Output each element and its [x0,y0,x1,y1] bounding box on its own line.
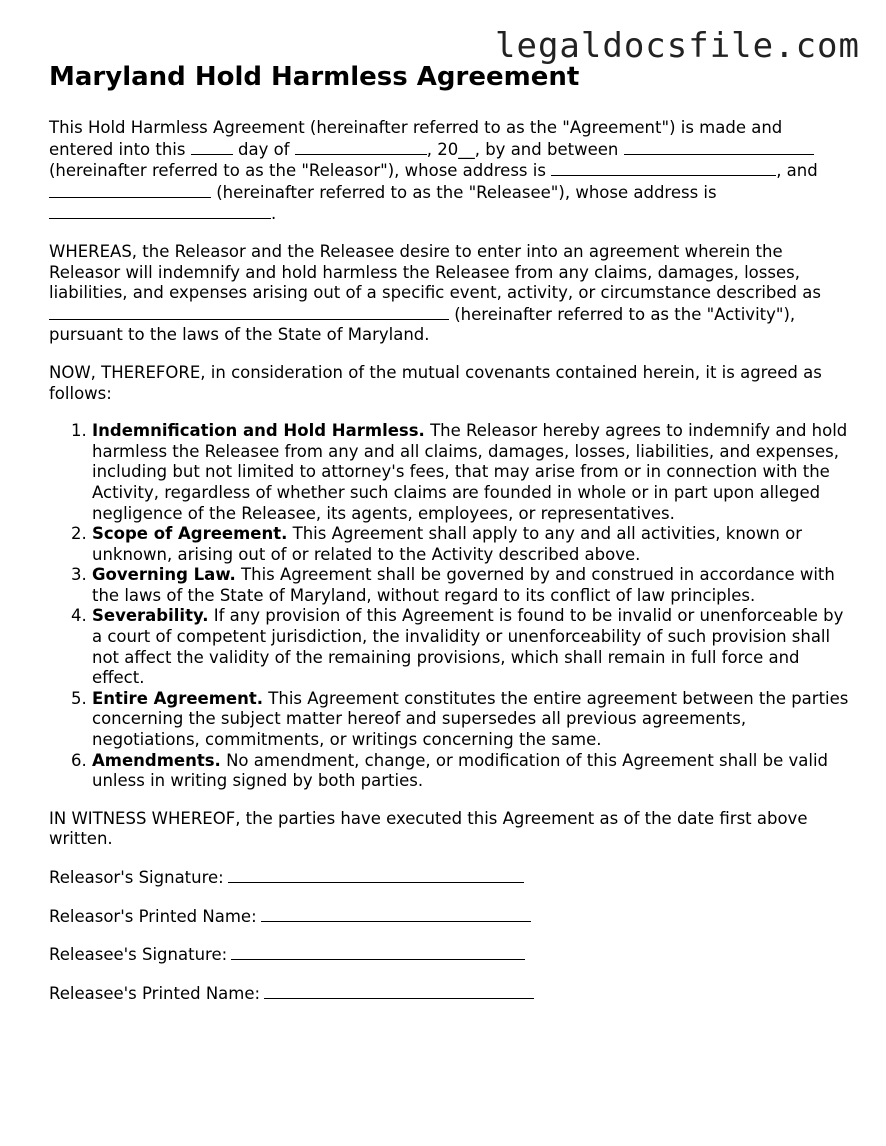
clause-item [92,606,849,688]
releasor-signature-row [49,867,849,889]
clause-item [92,751,849,792]
releasor-address-blank[interactable] [551,160,776,176]
clause-text: The Releasor hereby agrees to indemnify and hold harmless the Releasee from any and all claims, damages, losses, liabilities, and expenses, including but not limited to attorney's fees, that may arise from or in connection with the Activity, regardless of whether such claims are founded in whole or in part upon alleged negligence of the Releasee, its agents, employees, or representatives. [92,421,848,523]
now-therefore-paragraph: NOW, THEREFORE, in consideration of the mutual covenants contained herein, it is agreed as follows: [49,362,822,403]
clause-heading: Governing Law. [92,565,236,585]
clause-text: This Agreement constitutes the entire agreement between the parties concerning the subject matter hereof and supersedes all previous agreements, negotiations, commitments, or writings concerning the same. [92,688,849,750]
day-blank[interactable] [191,139,233,155]
clause-heading: Entire Agreement. [92,688,264,708]
clause-item [92,524,849,565]
whereas-text-2: (hereinafter referred to as the "Activity"), pursuant to the laws of the State of Maryland. [49,304,796,345]
clause-heading: Scope of Agreement. [92,524,288,544]
releasee-signature-row [49,944,849,966]
clause-heading: Indemnification and Hold Harmless. [92,421,425,441]
clause-heading: Amendments. [92,750,221,770]
document-page [49,60,849,1021]
releasee-name-blank[interactable] [49,182,211,198]
watermark: legaldocsfile.com [495,26,860,66]
releasee-signature-label: Releasee's Signature: [49,945,228,965]
releasee-printed-name-field[interactable] [264,983,534,999]
intro-text-3: , 20__, by and between [426,139,619,159]
page-title: Maryland Hold Harmless Agreement [49,62,580,92]
clause-text: If any provision of this Agreement is found to be invalid or unenforceable by a court of competent jurisdiction, the invalidity or unenforceability of such provision shall not affect the validity of the remaining provisions, which shall remain in full force and effect. [92,606,844,688]
clause-text: This Agreement shall be governed by and construed in accordance with the laws of the State of Maryland, without regard to its conflict of law principles. [92,565,835,605]
releasor-printed-name-field[interactable] [261,906,531,922]
releasor-signature-field[interactable] [228,867,524,883]
releasor-signature-label: Releasor's Signature: [49,868,224,887]
clause-text: This Agreement shall apply to any and all activities, known or unknown, arising out of or related to the Activity described above. [92,524,802,564]
clause-item [92,689,849,751]
intro-text-6: (hereinafter referred to as the "Releasee"), whose address is [216,182,717,202]
releasor-name-blank[interactable] [624,139,814,155]
releasor-printed-name-row [49,906,849,928]
clause-item [92,565,849,606]
intro-text-2: day of [237,139,290,159]
intro-paragraph [49,118,849,225]
whereas-text-1: WHEREAS, the Releasor and the Releasee desire to enter into an agreement wherein the Releasor will indemnify and hold harmless the Releasee from any claims, damages, losses, liabilities, and expenses arising out of a specific event, activity, or circumstance described as [49,241,821,303]
activity-blank[interactable] [49,304,449,320]
intro-text-4: (hereinafter referred to as the "Releasor"), whose address is [49,161,546,181]
intro-text-5: , and [776,161,818,181]
witness-paragraph: IN WITNESS WHEREOF, the parties have executed this Agreement as of the date first above written. [49,808,808,849]
whereas-paragraph [49,242,849,346]
intro-text-7: . [271,204,277,224]
releasor-printed-name-label: Releasor's Printed Name: [49,906,257,926]
clause-list [49,421,849,792]
releasee-address-blank[interactable] [49,203,271,219]
intro-text-1: This Hold Harmless Agreement (hereinafter referred to as the "Agreement") is made and entered into this [49,118,783,159]
clause-text: No amendment, change, or modification of this Agreement shall be valid unless in writing signed by both parties. [92,750,829,791]
month-blank[interactable] [295,139,427,155]
clause-item [92,421,849,524]
releasee-printed-name-row [49,983,849,1005]
clause-heading: Severability. [92,606,209,626]
releasee-signature-field[interactable] [231,944,525,960]
releasee-printed-name-label: Releasee's Printed Name: [49,983,261,1003]
